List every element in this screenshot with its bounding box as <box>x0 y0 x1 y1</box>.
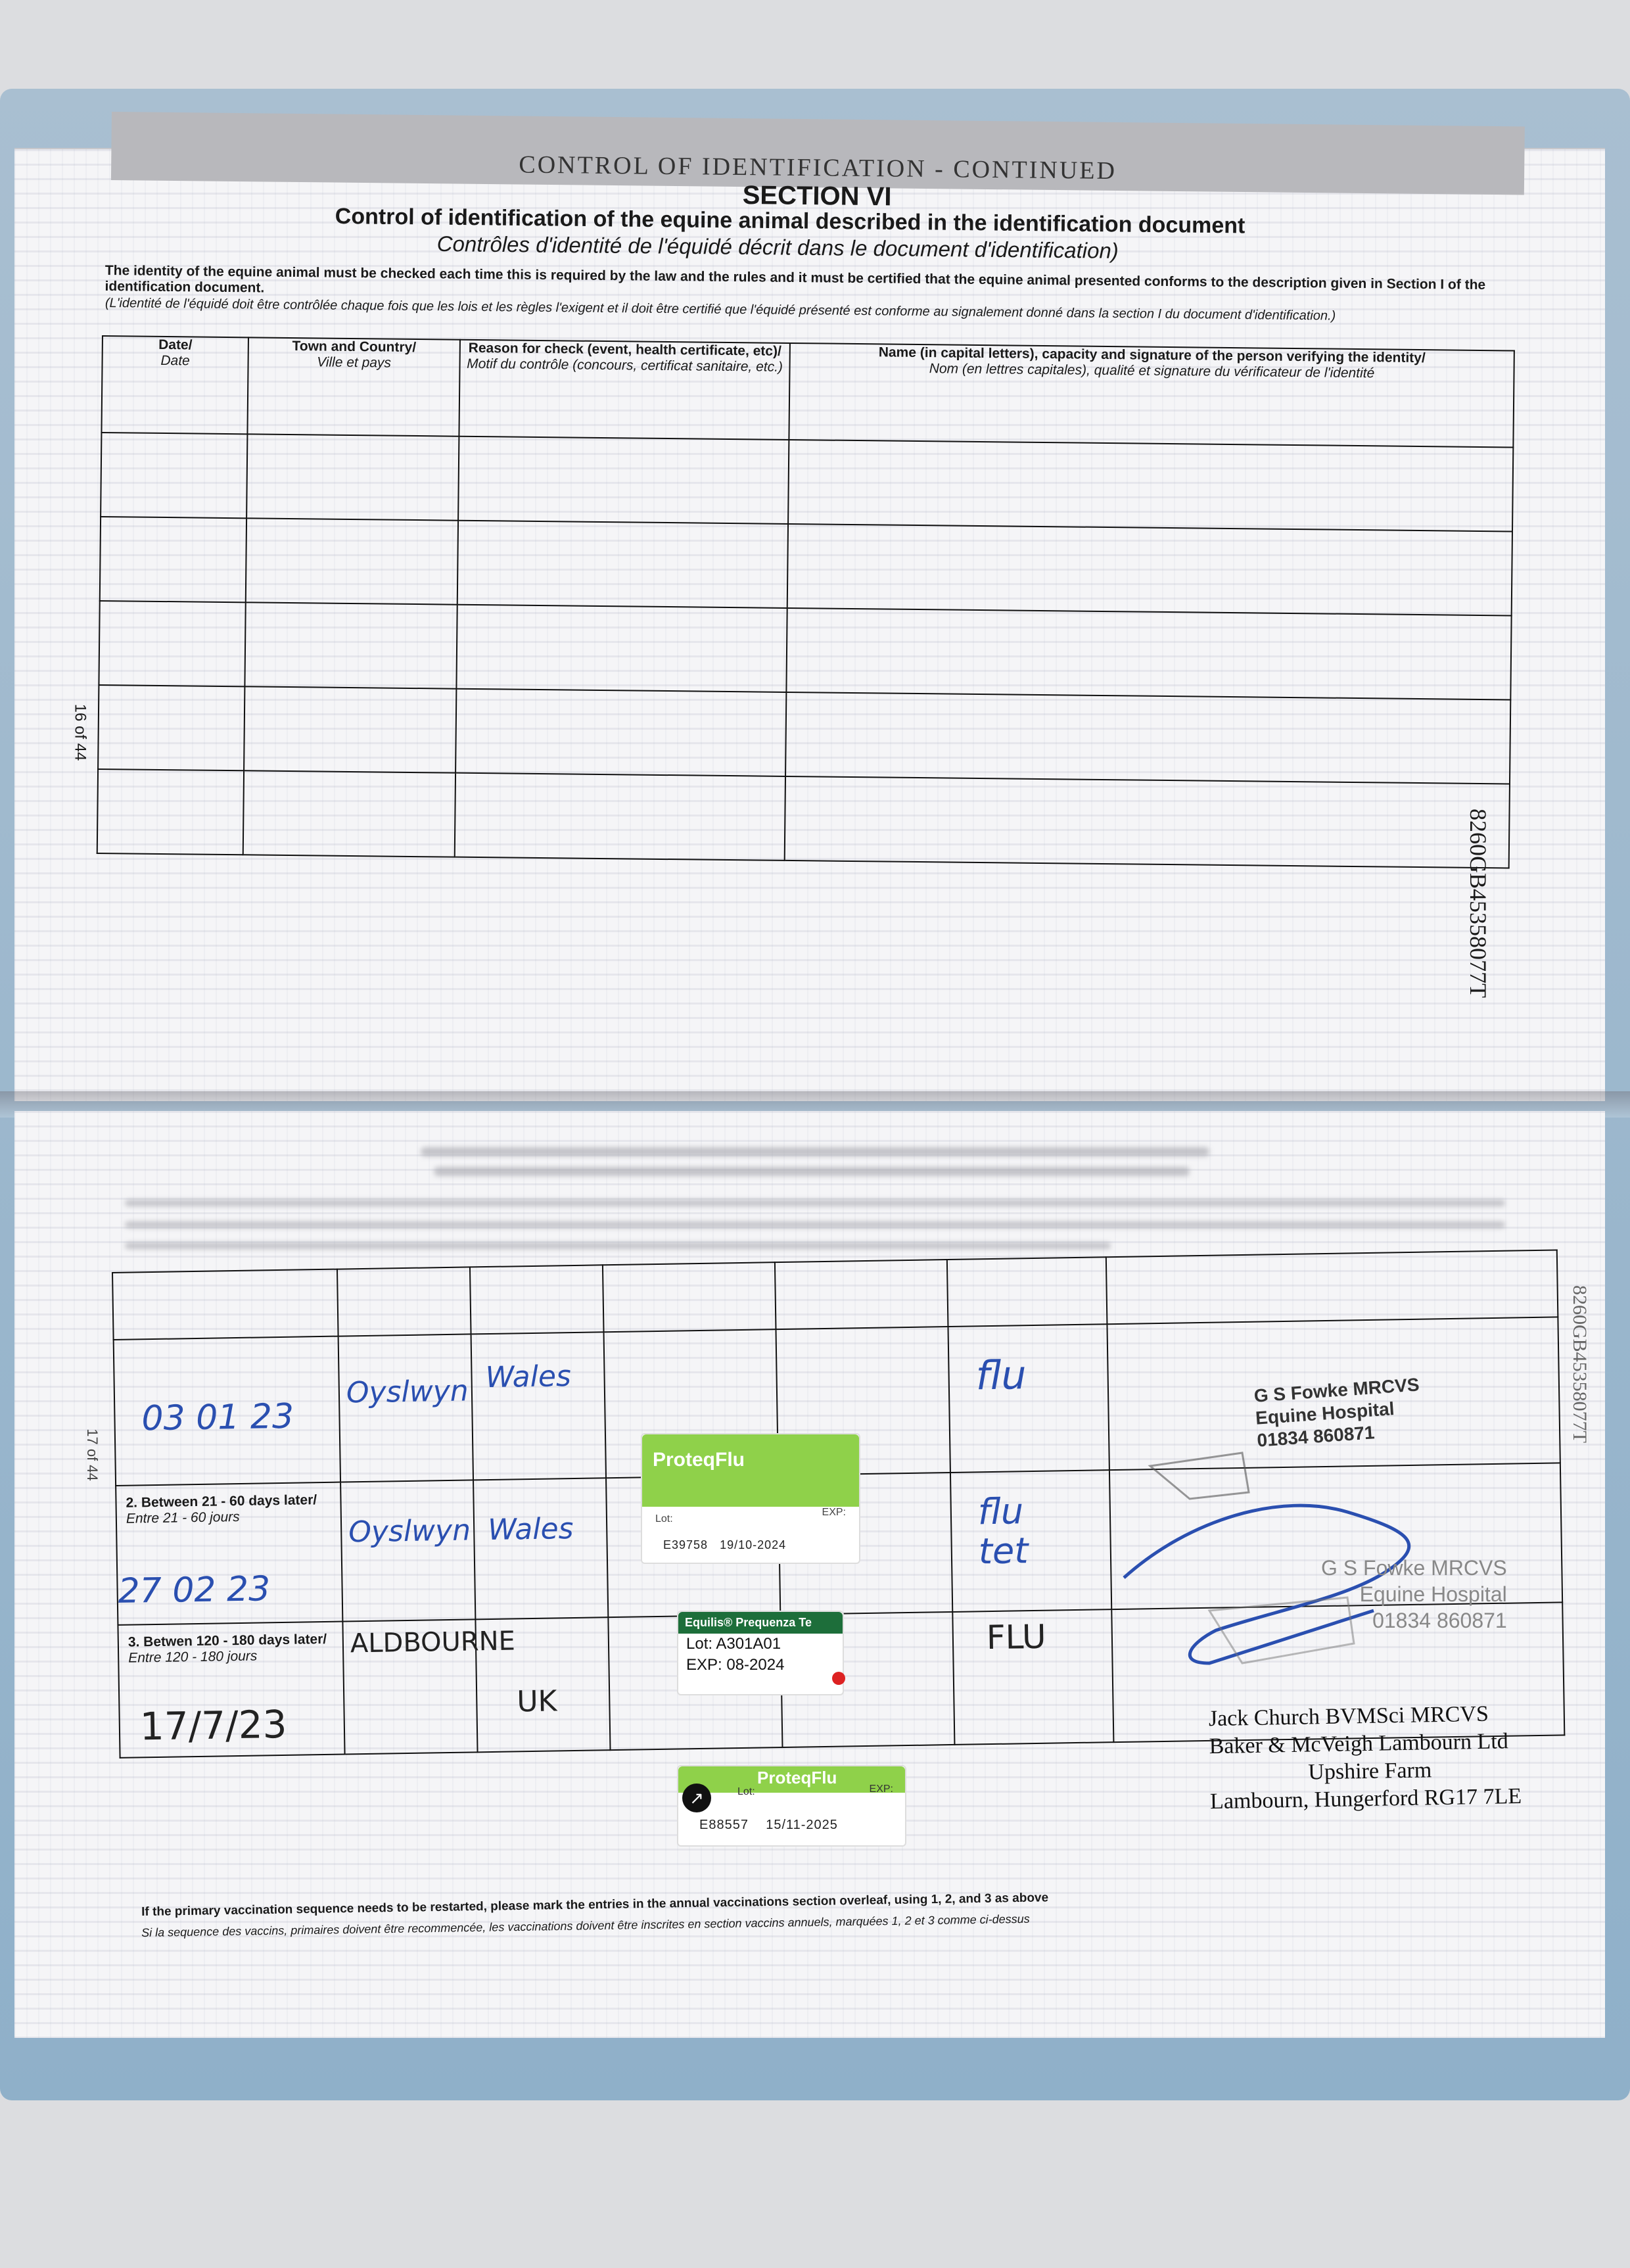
title-english: Control of identification of the equine animal described in the identification document <box>335 204 1246 239</box>
row1-place: Oyslwyn <box>346 1374 469 1410</box>
equilis-exp: EXP: 08-2024 <box>686 1656 785 1674</box>
row3-date: 17/7/23 <box>139 1701 287 1749</box>
intro-english: The identity of the equine animal must be checked each time this is required by the law and the rules and it must be certified that the equine animal presented conforms to the description given in Section I of the identification document. <box>105 263 1486 296</box>
bleed-through-title <box>421 1147 1209 1156</box>
lot-exp-values: E39758 19/10-2024 <box>663 1538 787 1551</box>
arrow-icon: ↗ <box>682 1784 711 1812</box>
fowke-stamp-1: G S Fowke MRCVS Equine Hospital 01834 860871 <box>1253 1374 1420 1451</box>
footer-note-french: Si la sequence des vaccins, primaires doivent être recommencée, les vaccinations doivent être inscrites en section vaccins annuels, marquées 1, 2 et 3 comme ci-dessus <box>141 1912 1030 1939</box>
row3-country: UK <box>516 1684 557 1719</box>
col-verifier: Name (in capital letters), capacity and signature of the person verifying the identity/ Nom (en lettres capitales), qualité et signature du vérificateur de l'identité <box>789 343 1514 448</box>
row3-label: 3. Betwen 120 - 180 days later/ Entre 120 - 180 jours <box>128 1631 327 1666</box>
document-id-bottom: 8260GB45358077T <box>1569 1285 1591 1443</box>
equilis-brand: Equilis® Prequenza Te <box>678 1612 843 1634</box>
fowke-stamp-2: G S Fowke MRCVS Equine Hospital 01834 860871 <box>1321 1556 1507 1632</box>
title-french: Contrôles d'identité de l'équidé décrit dans le document d'identification) <box>436 231 1119 263</box>
row3-place: ALDBOURNE <box>350 1626 516 1659</box>
lot-label: Lot: <box>655 1513 673 1524</box>
lot-exp-values-2: E88557 15/11-2025 <box>699 1818 838 1832</box>
equilis-sticker <box>677 1611 844 1695</box>
bleed-through-subtitle <box>434 1167 1190 1176</box>
proteqflu-sticker-1 <box>641 1433 860 1564</box>
row1-disease: flu <box>975 1352 1027 1400</box>
table-row <box>101 433 1513 531</box>
banner-text: CONTROL OF IDENTIFICATION - CONTINUED <box>519 151 1117 185</box>
exp-label-2: EXP: <box>869 1784 893 1795</box>
bleed-through-text <box>125 1221 1505 1228</box>
section-title: SECTION VI <box>742 181 892 212</box>
proteqflu-sticker-2 <box>677 1765 906 1847</box>
col-town-country: Town and Country/ Ville et pays <box>247 337 460 436</box>
col-date: Date/ Date <box>101 336 248 434</box>
row1-date: 03 01 23 <box>141 1396 294 1439</box>
intro-french: (L'identité de l'équidé doit être contrôlée chaque fois que les lois et les règles l'exigent et il doit être certifié que l'équidé présenté est conforme au signalement donné dans la section I du document d'identification.) <box>105 296 1336 323</box>
page-number-top: 16 of 44 <box>71 703 89 761</box>
proteqflu-brand-2: ProteqFlu <box>678 1766 905 1793</box>
row2-label: 2. Between 21 - 60 days later/ Entre 21 - 60 jours <box>126 1492 317 1526</box>
row2-country: Wales <box>487 1512 574 1547</box>
identification-check-table <box>97 335 1515 868</box>
footer-note-english: If the primary vaccination sequence needs to be restarted, please mark the entries in the annual vaccinations section overleaf, using 1, 2, and 3 as above <box>141 1891 1049 1919</box>
table-row <box>99 601 1511 699</box>
equilis-lot: Lot: A301A01 <box>686 1635 781 1653</box>
proteqflu-brand: ProteqFlu <box>642 1434 859 1507</box>
table-row <box>100 517 1512 615</box>
table-row <box>98 685 1510 784</box>
page-number-bottom: 17 of 44 <box>83 1429 101 1481</box>
document-id-top: 8260GB45358077T <box>1465 809 1491 998</box>
row1-country: Wales <box>485 1359 572 1395</box>
row2-date: 27 02 23 <box>118 1569 271 1611</box>
lot-label-2: Lot: <box>737 1786 755 1797</box>
table-row <box>97 769 1510 868</box>
exp-label: EXP: <box>822 1507 846 1518</box>
red-dot-icon <box>832 1672 845 1685</box>
bleed-through-text <box>125 1200 1505 1206</box>
col-reason: Reason for check (event, health certificate, etc)/ Motif du contrôle (concours, certificat sanitaire, etc.) <box>459 340 790 440</box>
row2-disease: flu tet <box>977 1490 1029 1572</box>
row2-place: Oyslwyn <box>348 1513 471 1549</box>
row3-disease: FLU <box>986 1617 1047 1657</box>
bleed-through-text <box>125 1242 1111 1249</box>
jack-church-stamp: Jack Church BVMSci MRCVS Baker & McVeigh Lambourn Ltd Upshire Farm Lambourn, Hungerford RG17 7LE <box>1208 1701 1522 1814</box>
